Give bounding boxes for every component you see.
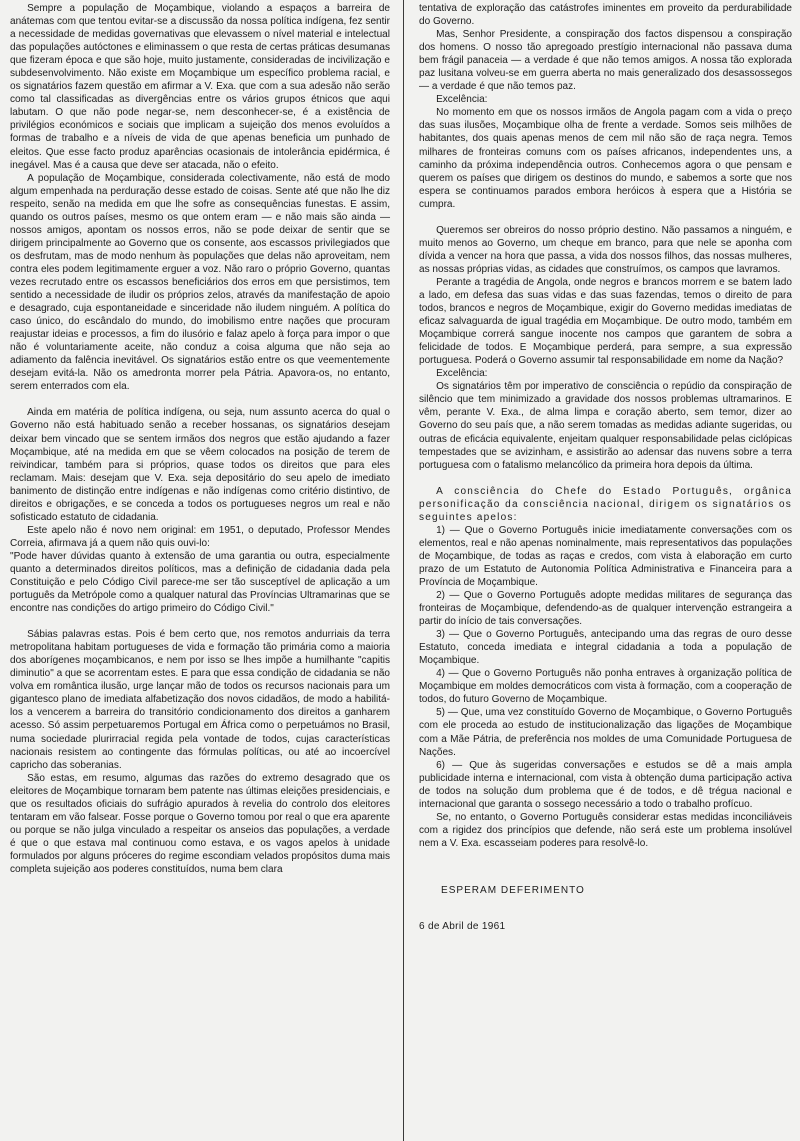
paragraph: 4) — Que o Governo Português não ponha entraves à organização política de Moçambique em moldes democráticos com vista à formação, com a cooperação de todos, do futuro Governo de Moçambique. bbox=[419, 668, 792, 706]
paragraph: Este apelo não é novo nem original: em 1951, o deputado, Professor Mendes Correia, afirmava já a quem não quis ouvi-lo: bbox=[10, 524, 390, 549]
paragraph: Sempre a população de Moçambique, violando a espaços a barreira de anátemas com que tentou evitar-se a discussão da nossa política indígena, fez sentir a necessidade de medidas governativas que elevassem o nível material e intelectual das populações autóctones e eliminassem o que resta de certas práticas desumanas que fizeram época e que são hoje, muito justamente, consideradas de incivilização e subdesenvolvimento. Não existe em Moçambique um específico problema racial, e os signatários fazem questão em afirmar a V. Exa. que com a sua adesão não serão como tal classificadas as divergências entre os vários grupos étnicos que aqui labutam. O que não pode negar-se, nem desconhecer-se, é a existência de privilégios económicos e sociais que implicam a sujeição dos menos evoluídos a formas de trabalho e a níveis de vida de que apenas beneficia um punhado de eleitos. Que esse facto produz aparências ocasionais de intolerância epidérmica, é inegável. Mas é a causa que deve ser atacada, não o efeito. bbox=[10, 3, 390, 171]
right-paragraphs bbox=[419, 2, 792, 850]
paragraph: Queremos ser obreiros do nosso próprio destino. Não passamos a ninguém, e muito menos ao Governo, um cheque em branco, para que nele se aponha com dívida a vencer na hora que passa, a vida dos nossos filhos, das nossas mulheres, as nossas próprias vidas, as cidades que construímos, os campos que lavramos. bbox=[419, 224, 792, 275]
paragraph: 3) — Que o Governo Português, antecipando uma das regras de ouro desse Estatuto, conceda imediata e integral cidadania a toda a população de Moçambique. bbox=[419, 629, 792, 667]
paragraph: A consciência do Chefe do Estado Português, orgânica personificação da consciência nacional, dirigem os signatários os seguintes apelos: bbox=[419, 485, 792, 523]
paragraph: Se, no entanto, o Governo Português considerar estas medidas inconciliáveis com a rigidez dos princípios que defende, não será este um problema insolúvel nem a V. Exa. escasseiam poderes para resolvê-lo. bbox=[419, 811, 792, 849]
paragraph: Excelência: bbox=[436, 94, 488, 106]
paragraph: 1) — Que o Governo Português inicie imediatamente conversações com os elementos, real e não apenas nominalmente, mais representativos das populações de Moçambique, de todas as raças e credos, com vista à elaboração em curto prazo de um Estatuto de Autonomia Política Administrativa e Financeira para a Província de Moçambique. bbox=[419, 524, 792, 588]
paragraph: 6) — Que às sugeridas conversações e estudos se dê a mais ampla publicidade interna e internacional, com vista à obtenção duma participação activa de todos na solução dum problema que é de todos, e dê trégua nacional e internacional que garanta o sossego necessário a todo o trabalho profícuo. bbox=[419, 759, 792, 810]
date-line: 6 de Abril de 1961 bbox=[419, 921, 506, 932]
paragraph: São estas, em resumo, algumas das razões do extremo desagrado que os eleitores de Moçambique tornaram bem patente nas últimas eleições presidenciais, e que os resultados oficiais do sufrágio apurados à revelia do controlo dos eleitores tentaram em vão falsear. Fosse porque o Governo tomou por real o que era aparente ou porque se não julga vinculado a respeitar os anseios das populações, a verdade é que o que estava mal continuou como estava, e os vagos apelos à unidade formulados por alguns próceres do regime escondiam velados propósitos duma mais completa sujeição aos poderes constituídos, numa bem clara bbox=[10, 772, 390, 875]
paragraph: Os signatários têm por imperativo de consciência o repúdio da conspiração de silêncio que tem minimizado a gravidade dos nossos problemas ultramarinos. E vêm, perante V. Exa., de alma limpa e coração aberto, sem temor, dizer ao Governo do seu país que, a não serem tomadas as medidas adiante sugeridas, ou outras de eficácia equivalente, enjeitam qualquer responsabilidade pelas ciclópicas tempestades que se avizinham, e assistirão ao adensar das nuvens sobre a terra portuguesa com o fatalismo melancólico da primeira hora depois da última. bbox=[419, 381, 792, 471]
column-divider bbox=[403, 0, 404, 1141]
paragraph: 2) — Que o Governo Português adopte medidas militares de segurança das fronteiras de Moçambique, defendendo-as de qualquer intervenção estrangeira a partir do início de tais conversações. bbox=[419, 590, 792, 628]
closing-line: ESPERAM DEFERIMENTO bbox=[441, 884, 585, 896]
paragraph: Excelência: bbox=[436, 368, 488, 380]
paragraph: Perante a tragédia de Angola, onde negros e brancos morrem e se batem lado a lado, em defesa das suas vidas e das suas fazendas, temos o direito de para todos, brancos e negros de Moçambique, exigir do Governo medidas imediatas de eficaz salvaguarda de igual tragédia em Moçambique. De outro modo, também em Moçambique correrá sangue inocente nos campos que garantem de sobra a felicidade de todos. E Moçambique perderá, para sempre, a sua expressão portuguesa. Poderá o Governo assumir tal responsabilidade em nome da Nação? bbox=[419, 276, 792, 367]
paragraph: 5) — Que, uma vez constituído Governo de Moçambique, o Governo Português com ele proceda ao estudo de institucionalização das ligações de Moçambique com a Mãe Pátria, de preferência nos moldes de uma Comunidade Portuguesa de Nações. bbox=[419, 707, 792, 758]
paragraph: Ainda em matéria de política indígena, ou seja, num assunto acerca do qual o Governo não está habituado senão a receber hossanas, os signatários desejam deixar bem vincado que se sentem irmãos dos negros que estão ajudando a fazer Moçambique, até na medida em que se vêem colocados na posição de terem de reivindicar, também para si próprios, quase todos os direitos que para eles reclamam. Mais: desejam que V. Exa. seja depositário do seu apelo de imediato banimento de distinção entre indígenas e não indígenas como critério distintivo, de direitos e obrigações, e se conceda a todos os portugueses negros um real e não sofisticado estatuto de cidadania. bbox=[10, 407, 390, 523]
paragraph: No momento em que os nossos irmãos de Angola pagam com a vida o preço das suas ilusões, Moçambique olha de frente a verdade. Somos seis milhões de habitantes, dos quais apenas menos de cem mil não são de raça negra. Temos milhares de fronteiras comuns com os países africanos, independentes uns, a caminho da próxima independência outros. Conhecemos agora o que pensam e querem os países que dirigem os destinos do mundo, e sabemos a sorte que nos espera se continuamos parados embora heróicos à espera que a História se cumpra. bbox=[419, 107, 792, 210]
paragraph: tentativa de exploração das catástrofes iminentes em proveito da perdurabilidade do Governo. bbox=[419, 3, 792, 28]
quotation: "Pode haver dúvidas quanto à extensão de uma garantia ou outra, especialmente quanto a determinados direitos políticos, mas a definição de cidadania dada pela Constituição e pelo Código Civil parece-me ser tão susceptível de aplicação a um português da Metrópole como a qualquer natural das Províncias Ultramarinas que se encontre nas condições do artigo primeiro do Código Civil." bbox=[10, 550, 390, 615]
paragraph: Mas, Senhor Presidente, a conspiração dos factos dispensou a conspiração dos homens. O nosso tão apregoado prestígio internacional não passava duma bem frágil panaceia — a verdade é que não temos amigos. A nossa tão explorada paz lusitana volveu-se em guerra aberta no mais generalizado dos desassossegos — a verdade é que não temos paz. bbox=[419, 29, 792, 93]
right-column bbox=[419, 2, 792, 933]
left-column bbox=[10, 2, 390, 876]
paragraph: A população de Moçambique, considerada colectivamente, não está de modo algum empenhada na perduração desse estado de coisas. Sente até que não lhe diz respeito, senão na medida em que lhe sofre as consequências funestas. E assim, quando os outros países, mesmo os que ontem eram — e não mais são ainda — nossos amigos, apontam os nossos erros, não se pode deixar de sentir que se dirigem principalmente ao Governo que os consente, aos escassos privilegiados que os desfrutam, mas de modo nenhum às populações que delas não aproveitam, nem contra eles podem legitimamente erguer a voz. Não raro o próprio Governo, quantas vezes recrutado entre os escassos beneficiários dos erros em que persistimos, tem sentido a necessidade de iludir os próprios zelos, através da manifestação de apoio e desagrado, cuja espontaneidade e sinceridade não iludem ninguém. A política do caso único, do escândalo do mundo, do imobilismo entre nações que procuram reajustar ideias e processos, a fim do ilusório e falaz apelo à força para impor o que não é voluntariamente aceite, não conduz a coisa alguma que não seja ao adiamento da falência inevitável. Os signatários estão entre os que veementemente desejam evitá-la. Não os amedronta morrer pela Pátria. Apavora-os, no entanto, serem enterrados com ela. bbox=[10, 172, 390, 393]
paragraph: Sábias palavras estas. Pois é bem certo que, nos remotos andurriais da terra metropolitana habitam portugueses de vida e formação tão primária como a maioria dos aborígenes moçambicanos, e nem por isso se lhes impõe a humilhante "capitis diminutio" a que se acorrentam estes. E para que essa condição de cidadania se não volva em romântica ilusão, urge lançar mão de todos os recursos nacionais para um gigantesco plano de imediata alfabetização dos novos cidadãos, de modo a habilitá-los a vencerem a barreira do transitório condicionamento dos direitos a ganharem acesso. Só assim perpetuaremos Portugal em África como o perpetuámos no Brasil, numa sociedade plurirracial regida pela vontade de todos, cujas características nacionais resistem ao contingente das fórmulas políticas, ou até ao incoercível capricho das soberanias. bbox=[10, 629, 391, 771]
